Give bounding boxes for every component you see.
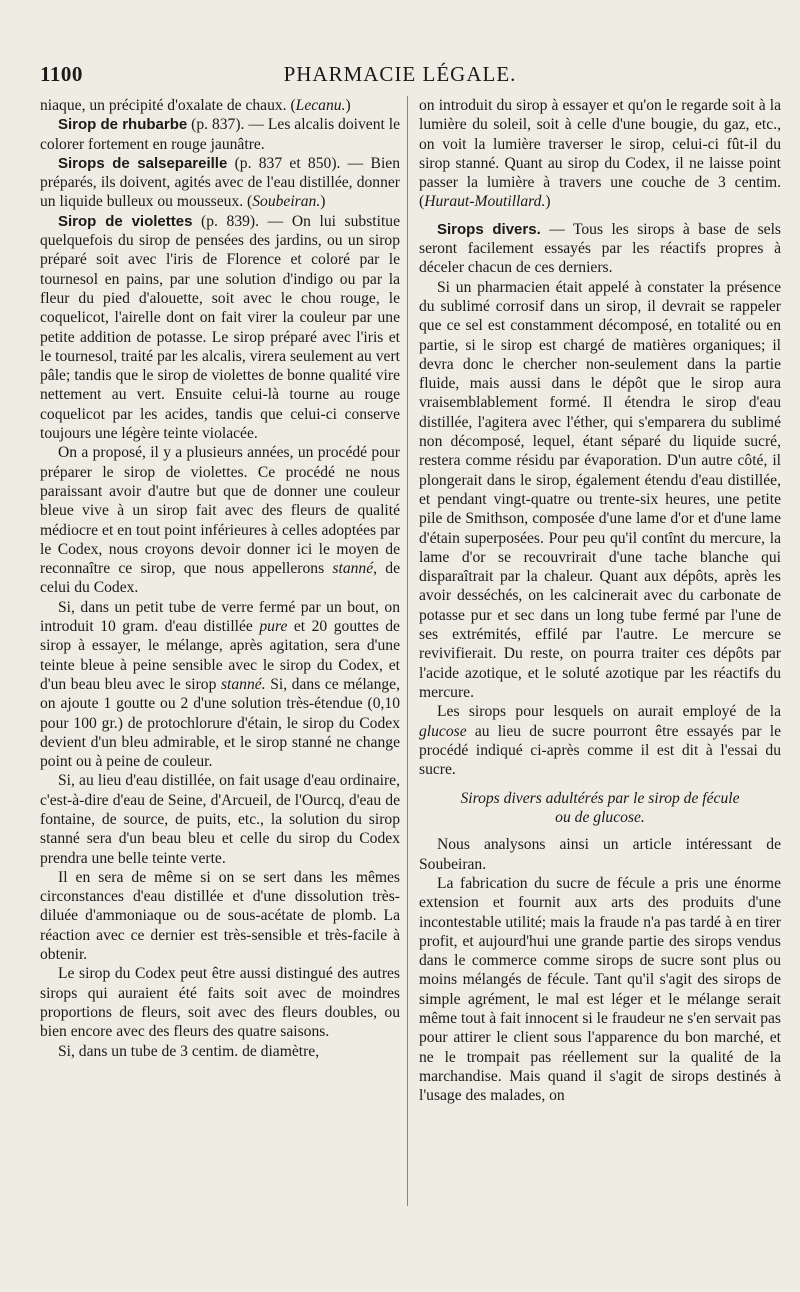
- paragraph: Si un pharmacien était appelé à constater la présence du sublimé corrosif dans un sirop, il devrait se rappeler que ce sel est constamment décomposé, en totalité ou en partie, si le sirop est chargé de matières organiques; il devra donc le chercher non-seulement dans la partie fluide, mais aussi dans le dépôt que le sirop aura vraisemblablement formé. Il étendra le sirop d'eau distillée, l'agitera avec l'éther, qui s'emparera du sublimé non décomposé, lequel, étant séparé du liquide sucré, restera comme résidu par évaporation. D'un autre côté, il plongerait dans le sirop, également étendu d'eau distillée, et pendant vingt-quatre ou trente-six heures, une petite pile de Smithson, composée d'une lame d'or et d'une lame d'étain superposées. Pour peu qu'il contînt du mercure, la lame d'or se recouvrirait d'une tache blanche qui disparaîtrait par la chaleur. Quant aux dépôts, après les avoir desséchés, on les calcinerait avec du carbonate de potasse pur et sec dans un long tube fermé par l'une de ses extrémités, effilé par l'autre. Le mercure se revivifierait. Du reste, on pourra traiter ces dépôts par l'acide azotique, et le soluté azotique par les réactifs du mercure.: [419, 278, 781, 701]
- paragraph: Sirops divers. — Tous les sirops à base de sels seront facilement essayés par les réactifs propres à déceler chacun de ces derniers.: [419, 220, 781, 277]
- paragraph: Le sirop du Codex peut être aussi distingué des autres sirops qui auraient été faits soit avec de moindres proportions de fleurs, soit avec des fleurs doubles, ou bien encore avec des fleurs des quatre saisons.: [40, 965, 400, 1041]
- paragraph: Si, au lieu d'eau distillée, on fait usage d'eau ordinaire, c'est-à-dire d'eau de Seine, d'Arcueil, de l'Ourcq, d'eau de fontaine, de source, de puits, etc., la solution du sirop stanné sera d'un beau bleu et celle du sirop du Codex prendra une belle teinte verte.: [40, 772, 400, 867]
- running-title: PHARMACIE LÉGALE.: [283, 62, 517, 86]
- paragraph: Si, dans un petit tube de verre fermé par un bout, on introduit 10 gram. d'eau distillée pure et 20 gouttes de sirop à essayer, le mélange, après agitation, sera d'une teinte bleue à peine sensible avec le sirop du Codex, et d'un beau bleu avec le sirop stanné. Si, dans ce mélange, on ajoute 1 goutte ou 2 d'une solution très-étendue (0,10 pour 100 gr.) de protochlorure d'étain, le sirop du Codex devient d'un bleu admirable, et le sirop stanné ne change point ou à peine de couleur.: [40, 598, 400, 771]
- section-heading: Sirop de rhubarbe: [58, 116, 188, 134]
- paragraph: Nous analysons ainsi un article intéressant de Soubeiran.: [419, 836, 781, 873]
- paragraph: Sirop de rhubarbe (p. 837). — Les alcalis doivent le colorer fortement en rouge jaunâtre.: [40, 116, 401, 153]
- paragraph: Il en sera de même si on se sert dans les mêmes circonstances d'eau distillée et d'une dissolution très-diluée d'ammoniaque ou de sous-acétate de plomb. La réaction avec ce dernier est très-sensible et très-facile à obtenir.: [40, 868, 400, 964]
- section-heading: Sirops divers.: [437, 220, 541, 238]
- paragraph: niaque, un précipité d'oxalate de chaux. (Lecanu.): [40, 97, 351, 114]
- column-divider: [407, 96, 408, 1206]
- left-column: [40, 96, 400, 1061]
- paragraph: on introduit du sirop à essayer et qu'on le regarde soit à la lumière du soleil, soit à celle d'une bougie, du gaz, etc., on voit la lumière traverser le sirop, celui-ci fût-il du sirop stanné. Quant au sirop du Codex, il ne laisse point passer la lumière à travers une couche de 3 centim. (Huraut-Moutillard.): [419, 97, 781, 211]
- paragraph: On a proposé, il y a plusieurs années, un procédé pour préparer le sirop de violettes. Ce procédé ne nous paraissant avoir d'autre but que de donner une couleur bleue vive à un sirop fait avec des fleurs de qualité médiocre et en tout point inférieures à celles adoptées par le Codex, nous croyons devoir donner ici le moyen de reconnaître ce sirop, que nous appellerons stanné, de celui du Codex.: [40, 444, 401, 597]
- paragraph: Si, dans un tube de 3 centim. de diamètre,: [58, 1042, 320, 1060]
- page-number: 1100: [40, 62, 83, 86]
- right-column: [419, 96, 781, 1106]
- paragraph: La fabrication du sucre de fécule a pris une énorme extension et fournit aux arts des produits d'une incontestable utilité; mais la fraude n'a pas tardé à en tirer profit, et aujourd'hui une grande partie des sirops vendus dans le commerce comme sirops de sucre sont plus ou moins mélangés de fécule. Tant qu'il s'agit des sirops de simple agrément, le mal est léger et le mélange serait même tout à fait innocent si le fraudeur ne s'en servait pas pour attirer le client sous l'apparence du bon marché, et ne le trompait pas réellement sur la qualité de la marchandise. Mais quand il s'agit de sirops destinés à l'usage des malades, on: [419, 874, 781, 1105]
- section-subheading: Sirops divers adultérés par le sirop de fécule ou de glucose.: [460, 790, 740, 827]
- paragraph: Les sirops pour lesquels on aurait employé de la glucose au lieu de sucre pourront être essayés par le procédé indiqué ci-après comme il est dit à l'essai du sucre.: [419, 703, 781, 779]
- paragraph: Sirop de violettes (p. 839). — On lui substitue quelquefois du sirop de pensées des jardins, ou un sirop préparé soit avec l'iris de Florence et coloré par le tournesol en pains, par une solution d'indigo ou par la fleur du pied d'alouette, soit avec le chou rouge, le coquelicot, l'airelle dont on fait virer la couleur par une petite addition de potasse. Le sirop préparé avec l'iris et le tournesol, traité par les alcalis, virera seulement au vert pâle; tandis que le sirop de violettes de bonne qualité vire nettement au vert. Ensuite celui-là tourne au rouge coquelicot par les acides, tandis que celui-ci conserve toujours une légère teinte violacée.: [40, 212, 400, 443]
- section-heading: Sirop de violettes: [58, 212, 193, 230]
- section-heading: Sirops de salsepareille: [58, 154, 228, 172]
- page-header: [40, 62, 760, 92]
- paragraph: Sirops de salsepareille (p. 837 et 850). — Bien préparés, ils doivent, agités avec de l'eau distillée, donner un liquide bulleux ou mousseux. (Soubeiran.): [40, 154, 400, 211]
